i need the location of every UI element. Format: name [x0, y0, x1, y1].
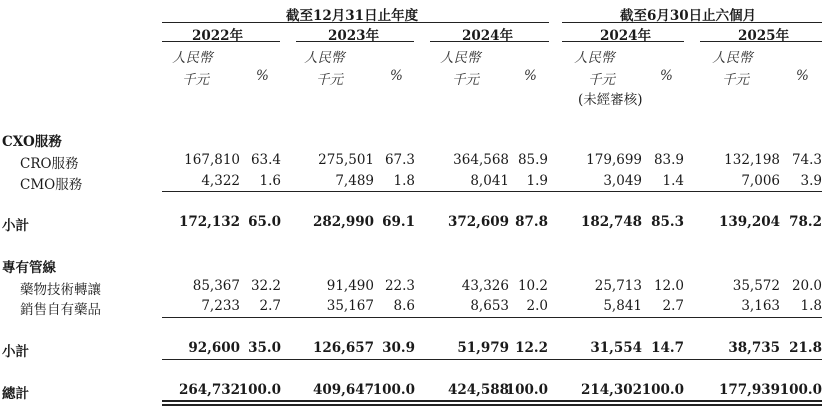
annual-period-rule	[162, 22, 549, 23]
row-label-total: 總計	[2, 386, 29, 402]
cmo-2025h1-amount: 7,006	[741, 173, 780, 189]
cro-2024-pct: 85.9	[517, 152, 548, 168]
total-2025h1-pct: 100.0	[779, 382, 822, 398]
subtotal2-2022-pct: 35.0	[248, 340, 281, 356]
subtotal2-2024h1-amount: 31,554	[590, 340, 642, 356]
cro-2024-amount: 364,568	[453, 152, 509, 168]
total-2023-pct: 100.0	[372, 382, 415, 398]
currency-label-2023: 人民幣	[304, 50, 345, 66]
six-month-period-rule	[562, 22, 822, 23]
pct-label-2024: %	[524, 68, 537, 84]
total-2022-pct: 100.0	[238, 382, 281, 398]
year-rule-2022	[162, 41, 280, 42]
cro-2025h1-amount: 132,198	[724, 152, 780, 168]
year-rule-2024	[430, 41, 549, 42]
cro-2022-amount: 167,810	[184, 152, 240, 168]
subtotal1-2023-pct: 69.1	[382, 214, 415, 230]
subtotal2-2025h1-pct: 21.8	[789, 340, 822, 356]
subtotal1-2024-amount: 372,609	[447, 214, 509, 230]
subtotal1-2024-pct: 87.8	[515, 214, 548, 230]
tech-2025h1-amount: 35,572	[732, 278, 780, 294]
subtotal1-2022-amount: 172,132	[178, 214, 240, 230]
cro-2022-pct: 63.4	[250, 152, 281, 168]
row-label-cmo: CMO服務	[20, 177, 83, 193]
cmo-2024-pct: 1.9	[526, 173, 548, 189]
row-label-subtotal-cxo: 小計	[2, 218, 29, 234]
total-2024-amount: 424,588	[447, 382, 509, 398]
row-label-cro: CRO服務	[20, 156, 79, 172]
own-2023-amount: 35,167	[326, 298, 374, 314]
total-2024h1-pct: 100.0	[641, 382, 684, 398]
total-2024h1-amount: 214,302	[580, 382, 642, 398]
year-rule-2023	[296, 41, 414, 42]
section-cxo: CXO服務	[2, 134, 62, 150]
unit-label-2022: 千元	[182, 72, 209, 88]
own-2025h1-pct: 1.8	[800, 298, 822, 314]
tech-2024h1-pct: 12.0	[653, 278, 684, 294]
subtotal2-2024h1-pct: 14.7	[651, 340, 684, 356]
own-2024h1-pct: 2.7	[662, 298, 684, 314]
year-header-2024-h1: 2024年	[600, 28, 652, 44]
cmo-2024h1-pct: 1.4	[662, 173, 684, 189]
currency-label-2024: 人民幣	[440, 50, 481, 66]
year-header-2025-h1: 2025年	[738, 28, 790, 44]
own-2024-amount: 8,653	[470, 298, 509, 314]
row-label-own-drug-sales: 銷售自有藥品	[20, 302, 101, 318]
cxo-sum-rule	[162, 191, 822, 192]
section-pipeline: 專有管線	[2, 260, 56, 276]
pipeline-sum-rule	[162, 317, 822, 318]
own-2023-pct: 8.6	[393, 298, 415, 314]
subtotal1-2025h1-amount: 139,204	[718, 214, 780, 230]
subtotal2-2022-amount: 92,600	[188, 340, 240, 356]
subtotal1-2023-amount: 282,990	[312, 214, 374, 230]
year-rule-2024-h1	[562, 41, 684, 42]
cro-2024h1-pct: 83.9	[653, 152, 684, 168]
unit-label-2024-h1: 千元	[588, 72, 615, 88]
tech-2024-amount: 43,326	[461, 278, 509, 294]
cmo-2023-amount: 7,489	[335, 173, 374, 189]
year-rule-2025-h1	[700, 41, 822, 42]
pct-label-2022: %	[256, 68, 269, 84]
subtotal2-rule	[162, 359, 822, 360]
pct-label-2025-h1: %	[796, 68, 809, 84]
unit-label-2024: 千元	[452, 72, 479, 88]
tech-2022-pct: 32.2	[250, 278, 281, 294]
six-month-period-header: 截至6月30日止六個月	[620, 8, 757, 24]
subtotal2-2023-pct: 30.9	[382, 340, 415, 356]
own-2022-pct: 2.7	[259, 298, 281, 314]
tech-2022-amount: 85,367	[192, 278, 240, 294]
total-2023-amount: 409,647	[312, 382, 374, 398]
row-label-subtotal-pipeline: 小計	[2, 344, 29, 360]
cro-2023-pct: 67.3	[384, 152, 415, 168]
unit-label-2023: 千元	[316, 72, 343, 88]
year-header-2022: 2022年	[192, 28, 244, 44]
pct-label-2024-h1: %	[660, 68, 673, 84]
tech-2025h1-pct: 20.0	[791, 278, 822, 294]
subtotal1-2022-pct: 65.0	[248, 214, 281, 230]
subtotal2-2023-amount: 126,657	[312, 340, 374, 356]
cro-2023-amount: 275,501	[318, 152, 374, 168]
total-2022-amount: 264,732	[178, 382, 240, 398]
total-double-rule-bottom	[162, 404, 822, 406]
cro-2025h1-pct: 74.3	[791, 152, 822, 168]
unaudited-note: (未經審核)	[578, 92, 643, 108]
tech-2023-pct: 22.3	[384, 278, 415, 294]
total-2025h1-amount: 177,939	[718, 382, 780, 398]
cmo-2024-amount: 8,041	[470, 173, 509, 189]
own-2022-amount: 7,233	[201, 298, 240, 314]
unit-label-2025-h1: 千元	[722, 72, 749, 88]
annual-period-header: 截至12月31日止年度	[286, 8, 419, 24]
cmo-2022-amount: 4,322	[201, 173, 240, 189]
year-header-2024: 2024年	[462, 28, 514, 44]
own-2024-pct: 2.0	[526, 298, 548, 314]
total-2024-pct: 100.0	[505, 382, 548, 398]
cmo-2022-pct: 1.6	[259, 173, 281, 189]
currency-label-2024-h1: 人民幣	[574, 50, 615, 66]
tech-2023-amount: 91,490	[326, 278, 374, 294]
total-double-rule-top	[162, 400, 822, 402]
subtotal1-2024h1-amount: 182,748	[580, 214, 642, 230]
own-2024h1-amount: 5,841	[603, 298, 642, 314]
subtotal1-2025h1-pct: 78.2	[789, 214, 822, 230]
cmo-2023-pct: 1.8	[393, 173, 415, 189]
year-header-2023: 2023年	[328, 28, 380, 44]
currency-label-2025-h1: 人民幣	[712, 50, 753, 66]
tech-2024h1-amount: 25,713	[594, 278, 642, 294]
subtotal2-2025h1-amount: 38,735	[728, 340, 780, 356]
row-label-tech-transfer: 藥物技術轉讓	[20, 282, 101, 298]
subtotal2-2024-amount: 51,979	[457, 340, 509, 356]
subtotal2-2024-pct: 12.2	[515, 340, 548, 356]
currency-label-2022: 人民幣	[172, 50, 213, 66]
cmo-2025h1-pct: 3.9	[800, 173, 822, 189]
tech-2024-pct: 10.2	[517, 278, 548, 294]
own-2025h1-amount: 3,163	[741, 298, 780, 314]
cmo-2024h1-amount: 3,049	[603, 173, 642, 189]
pct-label-2023: %	[390, 68, 403, 84]
subtotal1-2024h1-pct: 85.3	[651, 214, 684, 230]
cro-2024h1-amount: 179,699	[586, 152, 642, 168]
